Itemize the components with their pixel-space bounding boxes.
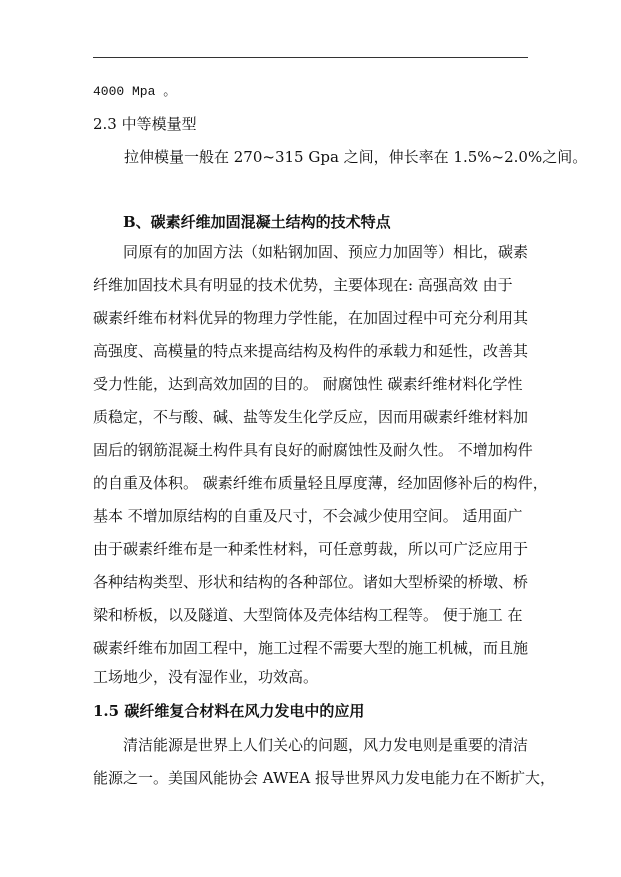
section-heading-1-5: 1.5 碳纤维复合材料在风力发电中的应用 — [93, 702, 365, 720]
paragraph-line: 同原有的加固方法（如粘钢加固、预应力加固等）相比，碳素 — [123, 243, 529, 261]
paragraph-line: 受力性能，达到高效加固的目的。 耐腐蚀性 碳素纤维材料化学性 — [93, 375, 523, 393]
paragraph-line: 碳素纤维布材料优异的物理力学性能，在加固过程中可充分利用其 — [93, 309, 529, 327]
paragraph-line: 质稳定，不与酸、碱、盐等发生化学反应，因而用碳素纤维材料加 — [93, 408, 529, 426]
paragraph-line: 清洁能源是世界上人们关心的问题，风力发电则是重要的清洁 — [123, 736, 529, 754]
paragraph-line: 的自重及体积。 碳素纤维布质量轻且厚度薄，经加固修补后的构件， — [93, 474, 548, 492]
paragraph-line: 高强度、高模量的特点来提高结构及构件的承载力和延性，改善其 — [93, 342, 529, 360]
section-heading-2-3: 2.3 中等模量型 — [93, 115, 197, 133]
paragraph-line: 工场地少，没有湿作业，功效高。 — [93, 668, 319, 686]
paragraph-line: 各种结构类型、形状和结构的各种部位。诸如大型桥梁的桥墩、桥 — [93, 573, 529, 591]
paragraph-line: 纤维加固技术具有明显的技术优势，主要体现在: 高强高效 由于 — [93, 276, 513, 294]
paragraph-line: 固后的钢筋混凝土构件具有良好的耐腐蚀性及耐久性。 不增加构件 — [93, 441, 533, 459]
paragraph-modulus: 拉伸模量一般在 270~315 Gpa 之间，伸长率在 1.5%~2.0%之间。 — [124, 148, 588, 166]
header-rule — [93, 57, 528, 58]
paragraph-line: 梁和桥板，以及隧道、大型筒体及壳体结构工程等。 便于施工 在 — [93, 606, 523, 624]
paragraph-line: 碳素纤维布加固工程中，施工过程不需要大型的施工机械，而且施 — [93, 639, 529, 657]
paragraph-line: 能源之一。美国风能协会 AWEA 报导世界风力发电能力在不断扩大， — [93, 769, 555, 787]
paragraph-line: 基本 不增加原结构的自重及尺寸，不会减少使用空间。 适用面广 — [93, 507, 523, 525]
paragraph-line: 由于碳素纤维布是一种柔性材料，可任意剪裁，所以可广泛应用于 — [93, 540, 529, 558]
section-heading-b: B、碳素纤维加固混凝土结构的技术特点 — [123, 213, 391, 231]
text-line-continuation: 4000 Mpa 。 — [93, 84, 177, 99]
